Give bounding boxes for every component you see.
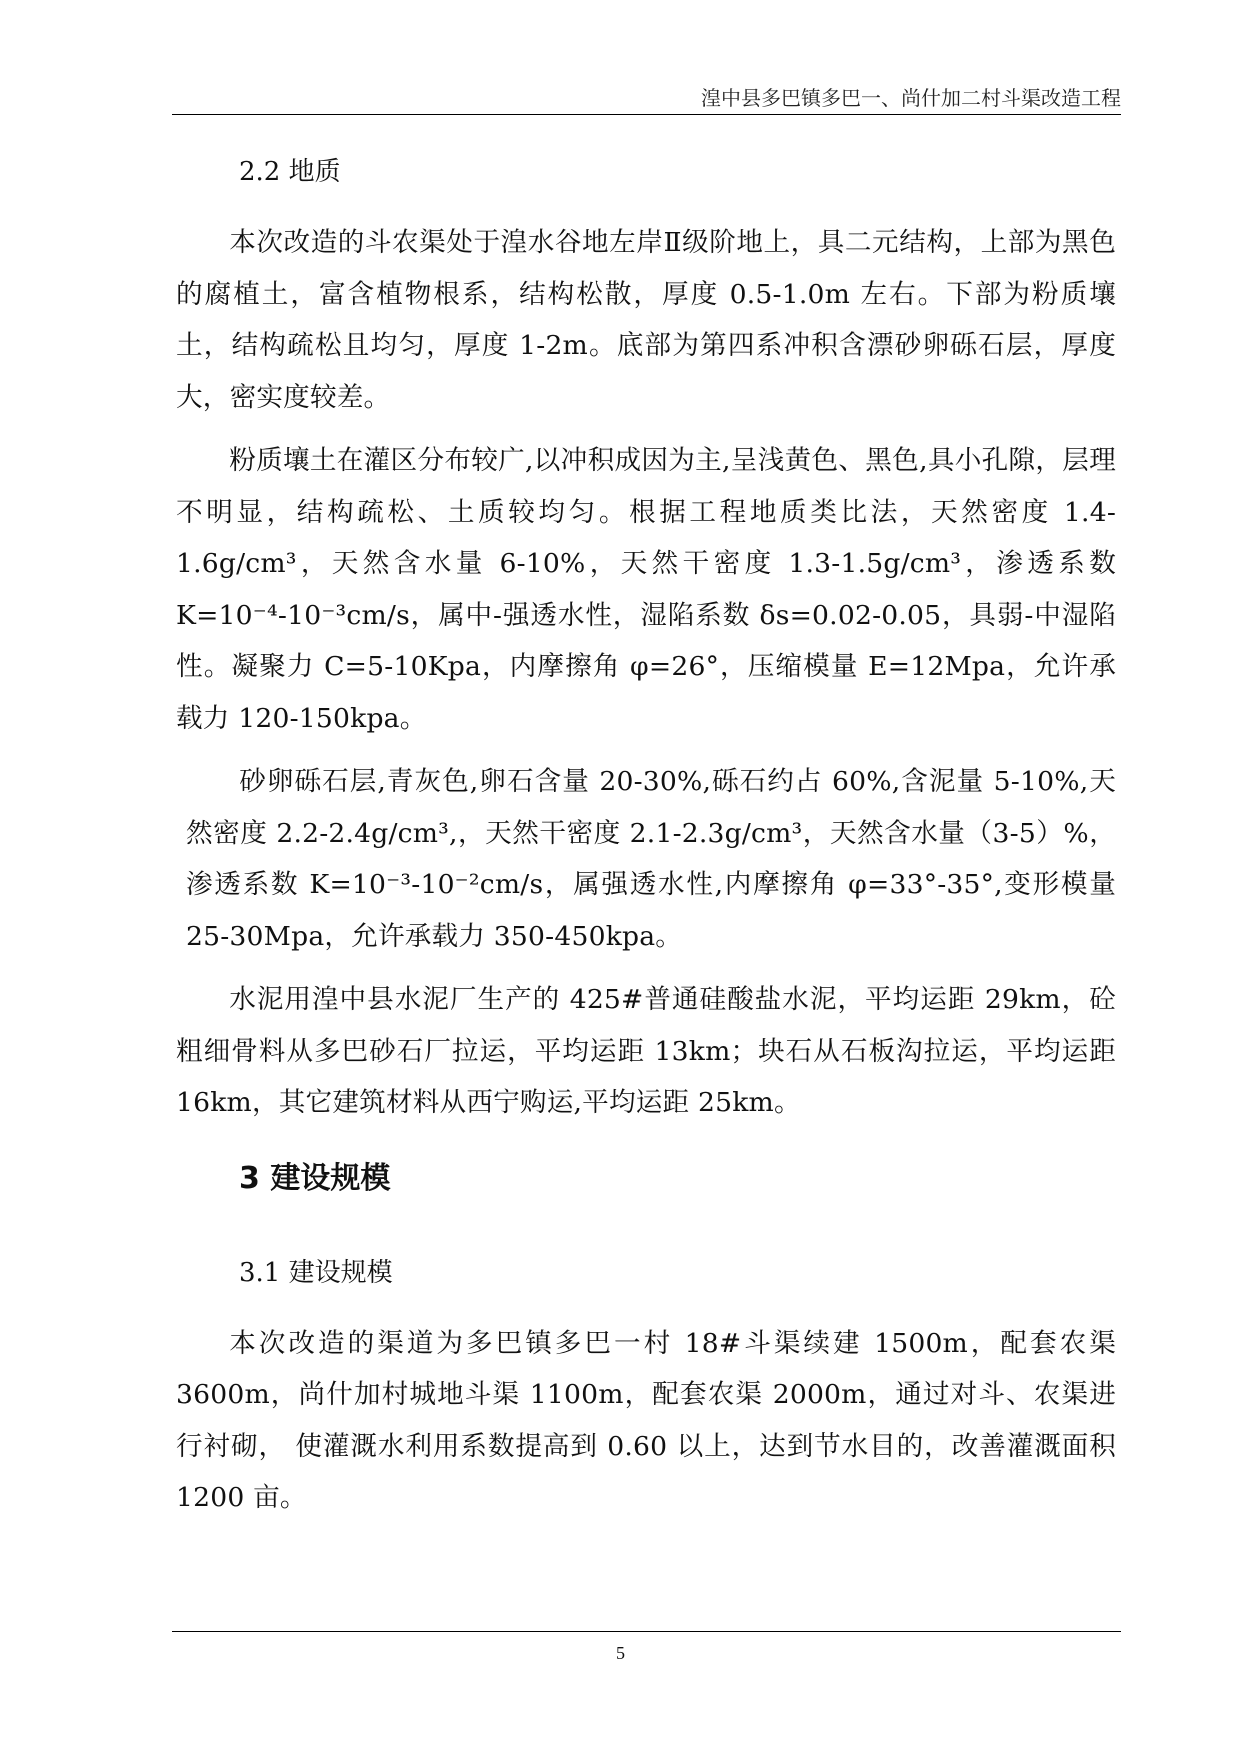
section-heading-2-2: 2.2 地质 [239, 157, 341, 187]
running-header: 湟中县多巴镇多巴一、尚什加二村斗渠改造工程 [701, 86, 1121, 110]
page-number: 5 [616, 1643, 625, 1663]
paragraph-materials: 水泥用湟中县水泥厂生产的 425#普通硅酸盐水泥，平均运距 29km，砼粗细骨料从多巴砂石厂拉运，平均运距 13km；块石从石板沟拉运，平均运距 16km，其它建筑材料从西宁购运,平均运距 25km。 [176, 984, 1116, 1118]
section-heading-3-1: 3.1 建设规模 [239, 1257, 393, 1288]
paragraph-geology-overview: 本次改造的斗农渠处于湟水谷地左岸Ⅱ级阶地上，具二元结构，上部为黑色的腐植土，富含植物根系，结构松散，厚度 0.5-1.0m 左右。下部为粉质壤土，结构疏松且均匀，厚度 1-2m。底部为第四系冲积含漂砂卵砾石层，厚度大，密实度较差。 [176, 227, 1116, 413]
paragraph-silty-loam: 粉质壤土在灌区分布较广,以冲积成因为主,呈浅黄色、黑色,具小孔隙，层理不明显，结构疏松、土质较均匀。根据工程地质类比法，天然密度 1.4-1.6g/cm³，天然含水量 6-10%，天然干密度 1.3-1.5g/cm³，渗透系数 K=10⁻⁴-10⁻³cm/s，属中-强透水性，湿陷系数 δs=0.02-0.05，具弱-中湿陷性。凝聚力 C=5-10Kpa，内摩擦角 φ=26°，压缩模量 E=12Mpa，允许承载力 120-150kpa。 [176, 445, 1116, 734]
document-body [176, 152, 1116, 1536]
header-divider [172, 114, 1121, 115]
paragraph-gravel-layer: 砂卵砾石层,青灰色,卵石含量 20-30%,砾石约占 60%,含泥量 5-10%,天然密度 2.2-2.4g/cm³,，天然干密度 2.1-2.3g/cm³，天然含水量（3-5）%，渗透系数 K=10⁻³-10⁻²cm/s，属强透水性,内摩擦角 φ=33°-35°,变形模量 25-30Mpa，允许承载力 350-450kpa。 [186, 766, 1116, 952]
section-heading-3: 3 建设规模 [239, 1160, 391, 1196]
paragraph-construction-scale: 本次改造的渠道为多巴镇多巴一村 18#斗渠续建 1500m，配套农渠 3600m，尚什加村城地斗渠 1100m，配套农渠 2000m，通过对斗、农渠进行衬砌， 使灌溉水利用系数提高到 0.60 以上，达到节水目的，改善灌溉面积 1200 亩。 [176, 1327, 1116, 1513]
footer-divider [172, 1631, 1121, 1632]
